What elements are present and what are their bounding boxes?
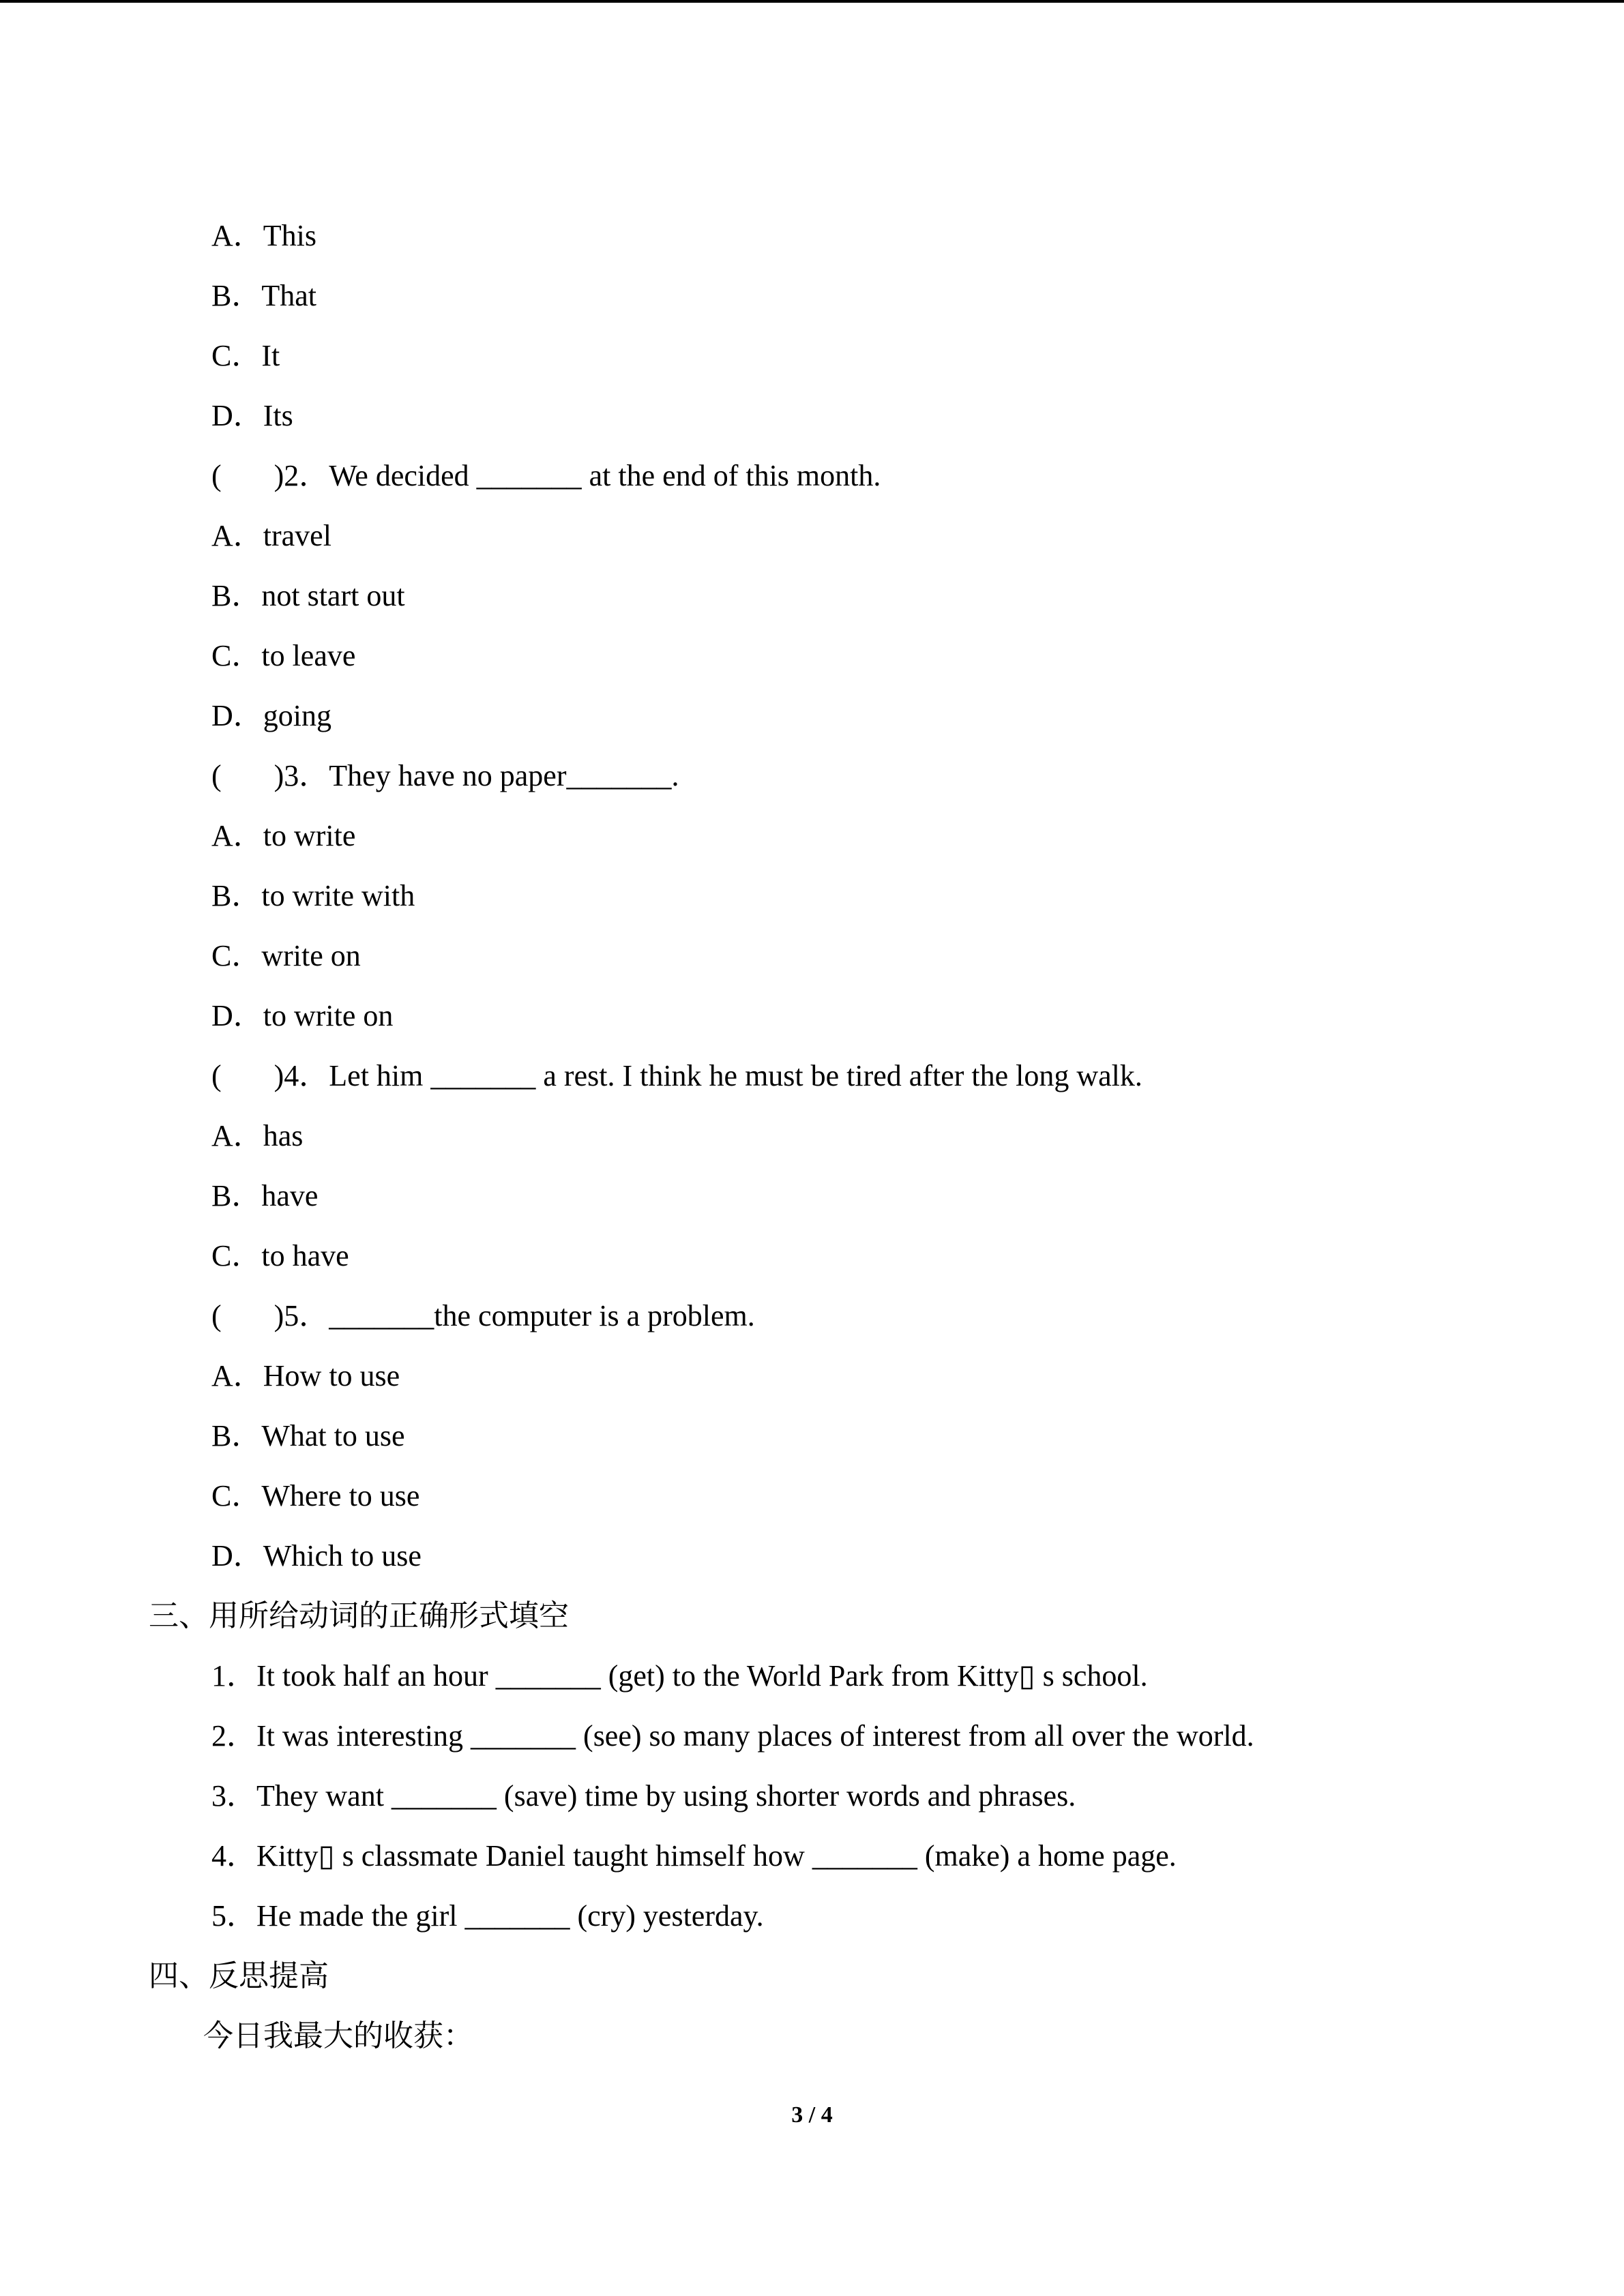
q5-stem: ( )5．_______the computer is a problem. [211, 1299, 755, 1332]
q5-option-d: D．Which to use [211, 1539, 422, 1572]
page-number: 3 / 4 [791, 2102, 833, 2128]
q3-option-c: C．write on [211, 939, 361, 972]
q3-option-d: D．to write on [211, 999, 394, 1032]
q2-stem: ( )2．We decided _______ at the end of this month. [211, 459, 881, 492]
section3-item-4: 4．Kitty▯ s classmate Daniel taught himself how _______ (make) a home page. [211, 1839, 1177, 1873]
q4-option-b: B．have [211, 1179, 319, 1212]
section3-title: 三、用所给动词的正确形式填空 [149, 1599, 569, 1632]
section4-prompt: 今日我最大的收获： [203, 2019, 473, 2053]
q5-option-c: C．Where to use [211, 1479, 420, 1512]
q5-option-b: B．What to use [211, 1419, 405, 1452]
q2-option-c: C．to leave [211, 639, 356, 672]
section3-item-5: 5．He made the girl _______ (cry) yesterday. [211, 1899, 764, 1933]
q1-option-c: C．It [211, 339, 280, 372]
q5-option-a: A．How to use [211, 1359, 400, 1392]
q2-option-b: B．not start out [211, 579, 405, 612]
q4-stem: ( )4．Let him _______ a rest. I think he must be tired after the long walk. [211, 1059, 1142, 1092]
section3-item-2: 2．It was interesting _______ (see) so many places of interest from all over the world. [211, 1719, 1254, 1753]
q2-option-d: D．going [211, 699, 331, 732]
q3-option-a: A．to write [211, 819, 356, 852]
q4-option-a: A．has [211, 1119, 304, 1152]
section3-item-1: 1．It took half an hour _______ (get) to the World Park from Kitty▯ s school. [211, 1659, 1148, 1693]
q1-option-d: D．Its [211, 399, 293, 432]
section4-title: 四、反思提高 [149, 1959, 329, 1993]
q3-option-b: B．to write with [211, 879, 415, 912]
section3-item-3: 3．They want _______ (save) time by using shorter words and phrases. [211, 1779, 1076, 1813]
q4-option-c: C．to have [211, 1239, 349, 1272]
q3-stem: ( )3．They have no paper_______. [211, 759, 679, 792]
q1-option-a: A．This [211, 219, 316, 252]
q2-option-a: A．travel [211, 519, 331, 552]
q1-option-b: B．That [211, 279, 316, 312]
